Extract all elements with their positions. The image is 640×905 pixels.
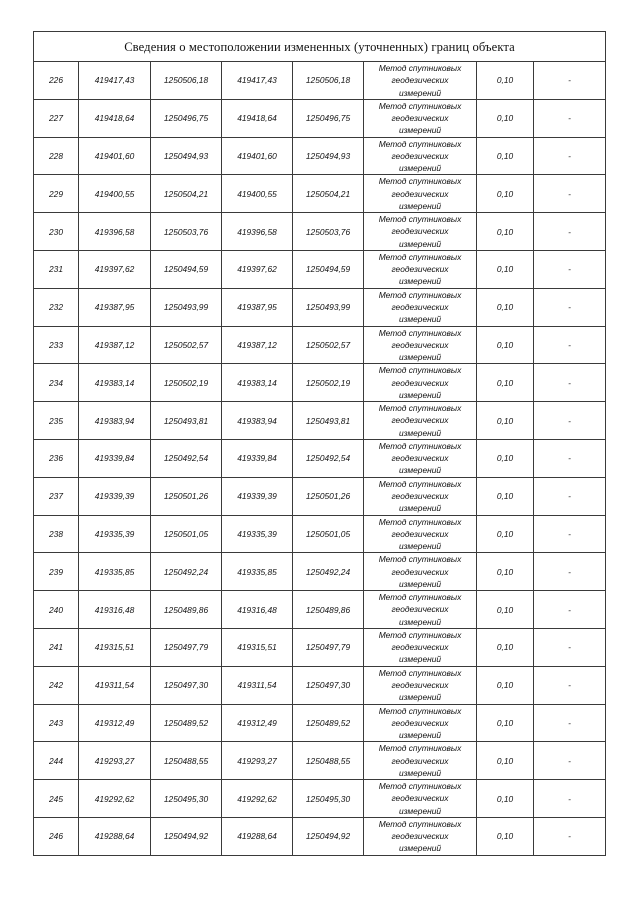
accuracy-cell: 0,10 (477, 515, 534, 553)
table-row (34, 817, 606, 855)
method-line: Метод спутниковых (378, 327, 462, 338)
method-cell (364, 288, 477, 326)
existing-y-cell: 1250501,05 (151, 515, 222, 553)
accuracy-cell: 0,10 (477, 477, 534, 515)
method-line: Метод спутниковых (378, 592, 462, 603)
method-line: Метод спутниковых (378, 289, 462, 300)
existing-y-cell: 1250503,76 (151, 213, 222, 251)
method-line: измерений (398, 427, 442, 438)
existing-y-cell: 1250502,57 (151, 326, 222, 364)
accuracy-cell: 0,10 (477, 402, 534, 440)
accuracy-cell: 0,10 (477, 175, 534, 213)
method-line: Метод спутниковых (378, 176, 462, 187)
refined-y-cell: 1250494,93 (293, 137, 364, 175)
existing-y-cell: 1250488,55 (151, 742, 222, 780)
accuracy-cell: 0,10 (477, 326, 534, 364)
method-line: геодезических (391, 566, 449, 577)
method-line: Метод спутниковых (378, 705, 462, 716)
method-line: измерений (398, 541, 442, 552)
method-line: геодезических (391, 75, 449, 86)
table-row (34, 477, 606, 515)
method-line: Метод спутниковых (378, 781, 462, 792)
point-number-cell: 233 (34, 326, 79, 364)
method-line: измерений (398, 465, 442, 476)
refined-x-cell: 419315,51 (222, 628, 293, 666)
method-line: Метод спутниковых (378, 100, 462, 111)
refined-y-cell: 1250502,19 (293, 364, 364, 402)
method-line: геодезических (391, 642, 449, 653)
note-cell: - (534, 250, 606, 288)
table-row (34, 137, 606, 175)
existing-x-cell: 419397,62 (79, 250, 151, 288)
method-cell (364, 666, 477, 704)
existing-x-cell: 419339,84 (79, 439, 151, 477)
accuracy-cell: 0,10 (477, 439, 534, 477)
method-line: геодезических (391, 302, 449, 313)
method-line: геодезических (391, 491, 449, 502)
existing-x-cell: 419293,27 (79, 742, 151, 780)
point-number-cell: 245 (34, 780, 79, 818)
table-row (34, 250, 606, 288)
point-number-cell: 238 (34, 515, 79, 553)
point-number-cell: 241 (34, 628, 79, 666)
method-cell (364, 628, 477, 666)
existing-x-cell: 419417,43 (79, 62, 151, 100)
note-cell: - (534, 553, 606, 591)
point-number-cell: 244 (34, 742, 79, 780)
method-line: геодезических (391, 528, 449, 539)
boundary-coordinates-table (33, 31, 606, 856)
method-line: Метод спутниковых (378, 516, 462, 527)
refined-x-cell: 419335,39 (222, 515, 293, 553)
refined-y-cell: 1250501,26 (293, 477, 364, 515)
table-row (34, 591, 606, 629)
accuracy-cell: 0,10 (477, 288, 534, 326)
refined-x-cell: 419288,64 (222, 817, 293, 855)
existing-y-cell: 1250504,21 (151, 175, 222, 213)
note-cell: - (534, 477, 606, 515)
existing-x-cell: 419312,49 (79, 704, 151, 742)
method-line: геодезических (391, 680, 449, 691)
method-line: Метод спутниковых (378, 819, 462, 830)
method-cell (364, 553, 477, 591)
method-cell (364, 439, 477, 477)
existing-y-cell: 1250494,93 (151, 137, 222, 175)
method-line: измерений (398, 503, 442, 514)
table-row (34, 326, 606, 364)
existing-x-cell: 419316,48 (79, 591, 151, 629)
refined-y-cell: 1250488,55 (293, 742, 364, 780)
refined-x-cell: 419316,48 (222, 591, 293, 629)
method-line: геодезических (391, 113, 449, 124)
refined-x-cell: 419383,14 (222, 364, 293, 402)
existing-y-cell: 1250492,24 (151, 553, 222, 591)
method-line: геодезических (391, 453, 449, 464)
refined-x-cell: 419400,55 (222, 175, 293, 213)
refined-x-cell: 419292,62 (222, 780, 293, 818)
method-line: геодезических (391, 604, 449, 615)
refined-y-cell: 1250497,79 (293, 628, 364, 666)
accuracy-cell: 0,10 (477, 817, 534, 855)
method-cell (364, 704, 477, 742)
existing-y-cell: 1250493,81 (151, 402, 222, 440)
refined-x-cell: 419312,49 (222, 704, 293, 742)
method-line: геодезических (391, 793, 449, 804)
method-line: геодезических (391, 415, 449, 426)
point-number-cell: 229 (34, 175, 79, 213)
method-line: измерений (398, 692, 442, 703)
note-cell: - (534, 439, 606, 477)
point-number-cell: 236 (34, 439, 79, 477)
method-line: измерений (398, 238, 442, 249)
point-number-cell: 228 (34, 137, 79, 175)
accuracy-cell: 0,10 (477, 213, 534, 251)
method-cell (364, 175, 477, 213)
existing-x-cell: 419311,54 (79, 666, 151, 704)
method-line: измерений (398, 616, 442, 627)
table-title: Сведения о местоположении измененных (уточненных) границ объекта (34, 32, 606, 62)
refined-x-cell: 419387,12 (222, 326, 293, 364)
existing-x-cell: 419288,64 (79, 817, 151, 855)
accuracy-cell: 0,10 (477, 62, 534, 100)
existing-y-cell: 1250502,19 (151, 364, 222, 402)
table-row (34, 666, 606, 704)
method-line: измерений (398, 805, 442, 816)
existing-x-cell: 419383,14 (79, 364, 151, 402)
note-cell: - (534, 288, 606, 326)
method-line: измерений (398, 352, 442, 363)
method-cell (364, 62, 477, 100)
existing-y-cell: 1250495,30 (151, 780, 222, 818)
existing-y-cell: 1250497,79 (151, 628, 222, 666)
method-line: измерений (398, 200, 442, 211)
point-number-cell: 231 (34, 250, 79, 288)
existing-y-cell: 1250496,75 (151, 99, 222, 137)
note-cell: - (534, 137, 606, 175)
note-cell: - (534, 99, 606, 137)
method-line: геодезических (391, 150, 449, 161)
method-line: измерений (398, 163, 442, 174)
method-line: Метод спутниковых (378, 441, 462, 452)
refined-y-cell: 1250492,54 (293, 439, 364, 477)
accuracy-cell: 0,10 (477, 780, 534, 818)
method-line: Метод спутниковых (378, 478, 462, 489)
table-row (34, 364, 606, 402)
point-number-cell: 234 (34, 364, 79, 402)
method-cell (364, 591, 477, 629)
note-cell: - (534, 628, 606, 666)
method-line: измерений (398, 125, 442, 136)
method-cell (364, 817, 477, 855)
note-cell: - (534, 364, 606, 402)
existing-y-cell: 1250492,54 (151, 439, 222, 477)
accuracy-cell: 0,10 (477, 553, 534, 591)
refined-y-cell: 1250497,30 (293, 666, 364, 704)
note-cell: - (534, 780, 606, 818)
point-number-cell: 226 (34, 62, 79, 100)
method-line: измерений (398, 767, 442, 778)
refined-y-cell: 1250493,81 (293, 402, 364, 440)
existing-y-cell: 1250494,59 (151, 250, 222, 288)
accuracy-cell: 0,10 (477, 250, 534, 288)
refined-x-cell: 419397,62 (222, 250, 293, 288)
existing-x-cell: 419383,94 (79, 402, 151, 440)
method-line: Метод спутниковых (378, 252, 462, 263)
refined-y-cell: 1250503,76 (293, 213, 364, 251)
method-cell (364, 99, 477, 137)
method-line: геодезических (391, 264, 449, 275)
note-cell: - (534, 402, 606, 440)
method-line: измерений (398, 389, 442, 400)
method-line: Метод спутниковых (378, 667, 462, 678)
method-cell (364, 250, 477, 288)
refined-y-cell: 1250501,05 (293, 515, 364, 553)
note-cell: - (534, 213, 606, 251)
table-row (34, 288, 606, 326)
accuracy-cell: 0,10 (477, 137, 534, 175)
accuracy-cell: 0,10 (477, 666, 534, 704)
existing-y-cell: 1250501,26 (151, 477, 222, 515)
note-cell: - (534, 175, 606, 213)
refined-y-cell: 1250492,24 (293, 553, 364, 591)
refined-y-cell: 1250495,30 (293, 780, 364, 818)
method-line: геодезических (391, 717, 449, 728)
refined-y-cell: 1250506,18 (293, 62, 364, 100)
method-line: Метод спутниковых (378, 365, 462, 376)
table-row (34, 704, 606, 742)
point-number-cell: 235 (34, 402, 79, 440)
method-line: Метод спутниковых (378, 743, 462, 754)
note-cell: - (534, 326, 606, 364)
point-number-cell: 239 (34, 553, 79, 591)
existing-y-cell: 1250489,86 (151, 591, 222, 629)
method-cell (364, 213, 477, 251)
existing-y-cell: 1250497,30 (151, 666, 222, 704)
accuracy-cell: 0,10 (477, 99, 534, 137)
method-line: измерений (398, 314, 442, 325)
existing-x-cell: 419335,39 (79, 515, 151, 553)
refined-y-cell: 1250494,92 (293, 817, 364, 855)
note-cell: - (534, 666, 606, 704)
note-cell: - (534, 591, 606, 629)
accuracy-cell: 0,10 (477, 591, 534, 629)
refined-y-cell: 1250489,86 (293, 591, 364, 629)
refined-x-cell: 419335,85 (222, 553, 293, 591)
method-line: геодезических (391, 755, 449, 766)
table-row (34, 515, 606, 553)
existing-y-cell: 1250506,18 (151, 62, 222, 100)
existing-x-cell: 419335,85 (79, 553, 151, 591)
method-line: измерений (398, 843, 442, 854)
method-line: измерений (398, 578, 442, 589)
existing-x-cell: 419396,58 (79, 213, 151, 251)
table-row (34, 628, 606, 666)
method-line: геодезических (391, 188, 449, 199)
accuracy-cell: 0,10 (477, 628, 534, 666)
table-row (34, 439, 606, 477)
accuracy-cell: 0,10 (477, 704, 534, 742)
method-cell (364, 364, 477, 402)
method-cell (364, 137, 477, 175)
refined-x-cell: 419417,43 (222, 62, 293, 100)
method-line: геодезических (391, 377, 449, 388)
method-line: измерений (398, 276, 442, 287)
method-cell (364, 326, 477, 364)
point-number-cell: 232 (34, 288, 79, 326)
method-cell (364, 742, 477, 780)
refined-y-cell: 1250493,99 (293, 288, 364, 326)
method-line: Метод спутниковых (378, 214, 462, 225)
method-line: Метод спутниковых (378, 630, 462, 641)
point-number-cell: 227 (34, 99, 79, 137)
note-cell: - (534, 817, 606, 855)
refined-x-cell: 419401,60 (222, 137, 293, 175)
method-line: геодезических (391, 339, 449, 350)
accuracy-cell: 0,10 (477, 742, 534, 780)
refined-x-cell: 419383,94 (222, 402, 293, 440)
existing-y-cell: 1250489,52 (151, 704, 222, 742)
method-line: геодезических (391, 226, 449, 237)
refined-x-cell: 419339,84 (222, 439, 293, 477)
existing-x-cell: 419401,60 (79, 137, 151, 175)
refined-x-cell: 419311,54 (222, 666, 293, 704)
existing-x-cell: 419418,64 (79, 99, 151, 137)
refined-x-cell: 419396,58 (222, 213, 293, 251)
document-page (33, 31, 605, 856)
method-line: геодезических (391, 831, 449, 842)
refined-x-cell: 419339,39 (222, 477, 293, 515)
refined-y-cell: 1250494,59 (293, 250, 364, 288)
point-number-cell: 242 (34, 666, 79, 704)
table-row (34, 553, 606, 591)
existing-x-cell: 419315,51 (79, 628, 151, 666)
existing-x-cell: 419387,12 (79, 326, 151, 364)
existing-y-cell: 1250493,99 (151, 288, 222, 326)
refined-y-cell: 1250502,57 (293, 326, 364, 364)
existing-y-cell: 1250494,92 (151, 817, 222, 855)
method-cell (364, 515, 477, 553)
table-row (34, 175, 606, 213)
existing-x-cell: 419292,62 (79, 780, 151, 818)
table-title-row (34, 32, 606, 62)
existing-x-cell: 419387,95 (79, 288, 151, 326)
method-cell (364, 402, 477, 440)
refined-y-cell: 1250496,75 (293, 99, 364, 137)
point-number-cell: 230 (34, 213, 79, 251)
method-line: Метод спутниковых (378, 403, 462, 414)
refined-x-cell: 419387,95 (222, 288, 293, 326)
refined-y-cell: 1250489,52 (293, 704, 364, 742)
table-row (34, 780, 606, 818)
note-cell: - (534, 704, 606, 742)
method-line: измерений (398, 654, 442, 665)
method-line: измерений (398, 730, 442, 741)
table-row (34, 62, 606, 100)
refined-x-cell: 419293,27 (222, 742, 293, 780)
point-number-cell: 240 (34, 591, 79, 629)
method-line: измерений (398, 87, 442, 98)
note-cell: - (534, 62, 606, 100)
note-cell: - (534, 515, 606, 553)
method-line: Метод спутниковых (378, 138, 462, 149)
method-line: Метод спутниковых (378, 63, 462, 74)
point-number-cell: 237 (34, 477, 79, 515)
table-row (34, 213, 606, 251)
table-row (34, 402, 606, 440)
refined-x-cell: 419418,64 (222, 99, 293, 137)
accuracy-cell: 0,10 (477, 364, 534, 402)
method-cell (364, 477, 477, 515)
point-number-cell: 246 (34, 817, 79, 855)
method-line: Метод спутниковых (378, 554, 462, 565)
note-cell: - (534, 742, 606, 780)
point-number-cell: 243 (34, 704, 79, 742)
table-row (34, 742, 606, 780)
existing-x-cell: 419400,55 (79, 175, 151, 213)
method-cell (364, 780, 477, 818)
table-row (34, 99, 606, 137)
existing-x-cell: 419339,39 (79, 477, 151, 515)
refined-y-cell: 1250504,21 (293, 175, 364, 213)
